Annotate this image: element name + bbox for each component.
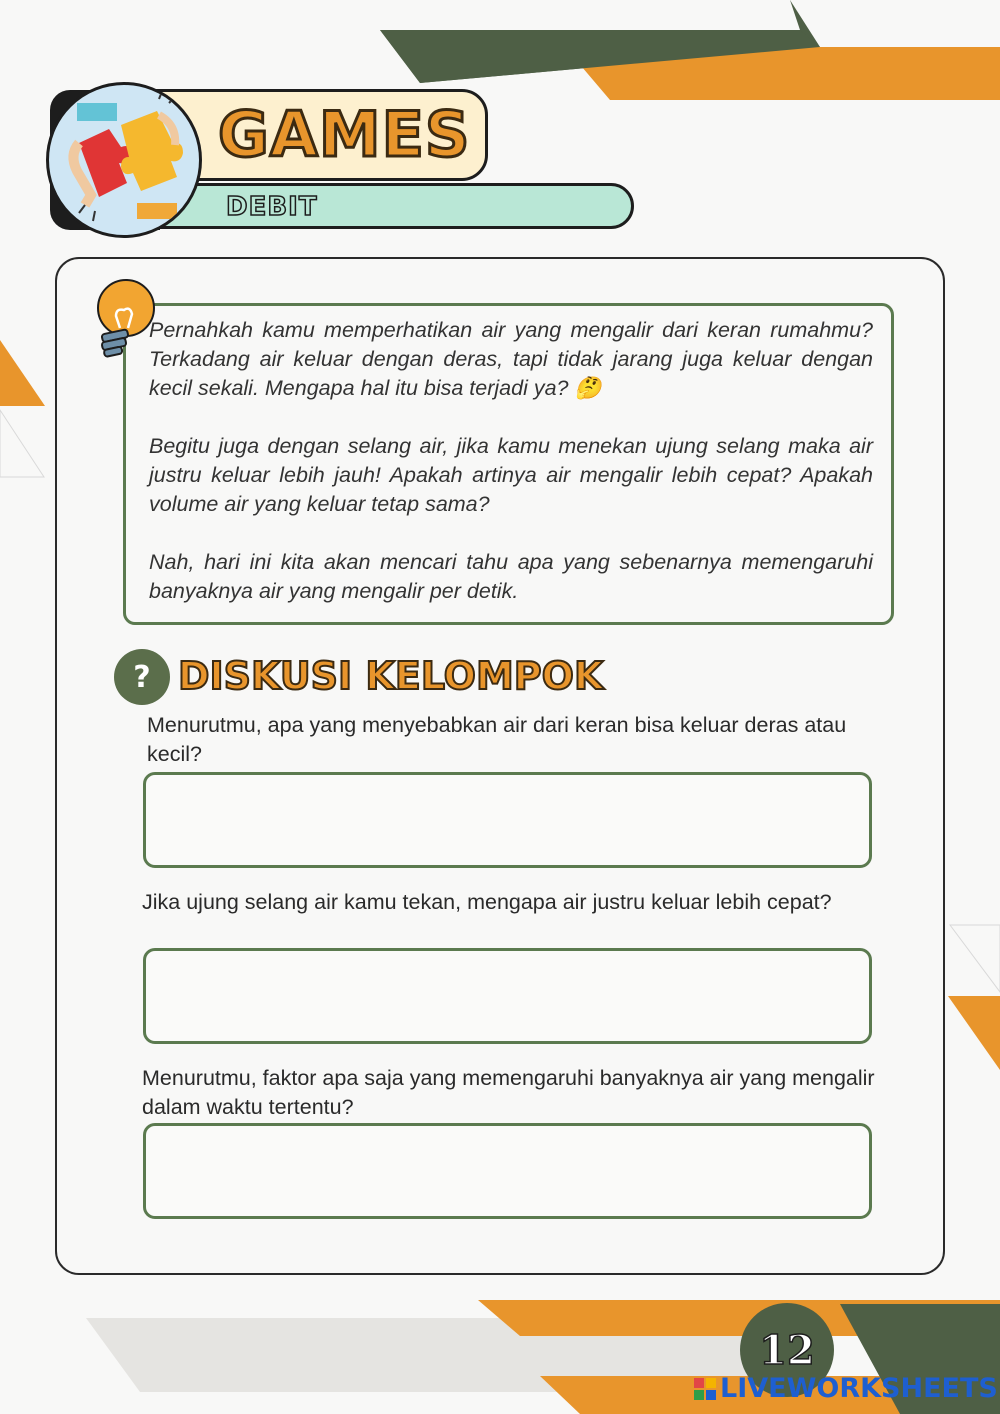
question-1: Menurutmu, apa yang menyebabkan air dari keran bisa keluar deras atau kecil? [147,713,847,766]
watermark-text: LIVEWORKSHEETS [720,1373,998,1404]
intro-paragraph-1: Pernahkah kamu memperhatikan air yang mengalir dari keran rumahmu? Terkadang air keluar dengan deras, tapi tidak jarang juga keluar dengan kecil sekali. Mengapa hal itu bisa terjadi ya? 🤔 [149,318,873,400]
answer-box-3[interactable] [143,1123,872,1219]
answer-box-2[interactable] [143,948,872,1044]
question-2: Jika ujung selang air kamu tekan, mengapa air justru keluar lebih cepat? [142,890,832,914]
subtitle-banner [150,183,634,229]
page-subtitle: DEBIT [226,192,318,222]
intro-paragraph-3: Nah, hari ini kita akan mencari tahu apa yang sebenarnya memengaruhi banyaknya air yang mengalir per detik. [149,550,873,603]
question-3: Menurutmu, faktor apa saja yang memengaruhi banyaknya air yang mengalir dalam waktu tertentu? [142,1066,875,1119]
liveworksheets-logo-icon [694,1378,716,1400]
puzzle-icon [46,82,202,238]
page-title: GAMES [218,98,471,171]
page-number: 12 [740,1303,834,1397]
liveworksheets-logo [694,1373,998,1404]
answer-box-1[interactable] [143,772,872,868]
intro-paragraph-2: Begitu juga dengan selang air, jika kamu menekan ujung selang maka air justru keluar lebih jauh! Apakah artinya air mengalir lebih cepat? Apakah volume air yang keluar tetap sama? [149,434,873,516]
section-title: DISKUSI KELOMPOK [178,654,604,698]
thinking-emoji-icon: 🤔 [574,376,602,400]
question-icon: ? [114,649,170,705]
